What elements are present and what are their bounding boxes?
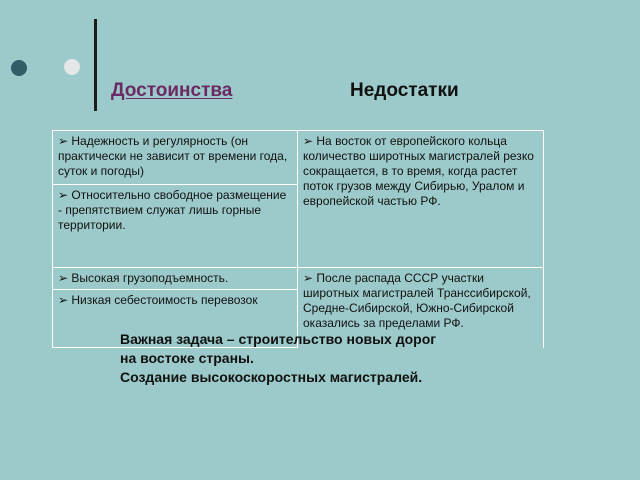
advantage-cell: ➢ Надежность и регулярность (он практически не зависит от времени года, суток и погоды): [53, 131, 298, 185]
advantage-cell: ➢ Высокая грузоподъемность.: [53, 267, 298, 289]
footer-line: Создание высокоскоростных магистралей.: [120, 369, 423, 385]
footer-line: на востоке страны.: [120, 350, 254, 366]
comparison-table: [52, 130, 544, 348]
advantages-title: Достоинства: [111, 80, 233, 101]
disadvantage-cell: ➢ После распада СССР участки широтных магистралей Транссибирской, Средне-Сибирской, Южно-Сибирской оказались за пределами РФ.: [298, 267, 544, 347]
advantage-text: Высокая грузоподъемность.: [71, 270, 229, 285]
advantage-text: Надежность и регулярность (он практически не зависит от времени года, суток и погоды): [58, 134, 288, 178]
disadvantages-title: Недостатки: [350, 80, 459, 101]
table-row: [53, 131, 544, 185]
advantage-cell: ➢ Относительно свободное размещение - препятствием служат лишь горные территории.: [53, 185, 298, 267]
disadvantage-text: На восток от европейского кольца количество широтных магистралей резко сокращается, в то время, когда растет поток грузов между Сибирью, Уралом и европейской частью РФ.: [303, 134, 534, 208]
decorative-vertical-line: [94, 19, 97, 111]
advantage-text: Низкая себестоимость перевозок: [71, 292, 258, 307]
footer-line: Важная задача – строительство новых дорог: [120, 331, 437, 347]
advantage-cell: ➢ Низкая себестоимость перевозок: [53, 289, 298, 347]
disadvantage-cell: ➢ На восток от европейского кольца количество широтных магистралей резко сокращается, в то время, когда растет поток грузов между Сибирью, Уралом и европейской частью РФ.: [298, 131, 544, 268]
disadvantage-text: После распада СССР участки широтных магистралей Транссибирской, Средне-Сибирской, Южно-Сибирской оказались за пределами РФ.: [303, 270, 531, 330]
decorative-dot-light: [64, 59, 80, 75]
decorative-dot-dark: [11, 60, 27, 76]
advantage-text: Относительно свободное размещение - препятствием служат лишь горные территории.: [58, 188, 287, 233]
table-row: [53, 267, 544, 289]
footer-text: [120, 330, 436, 387]
